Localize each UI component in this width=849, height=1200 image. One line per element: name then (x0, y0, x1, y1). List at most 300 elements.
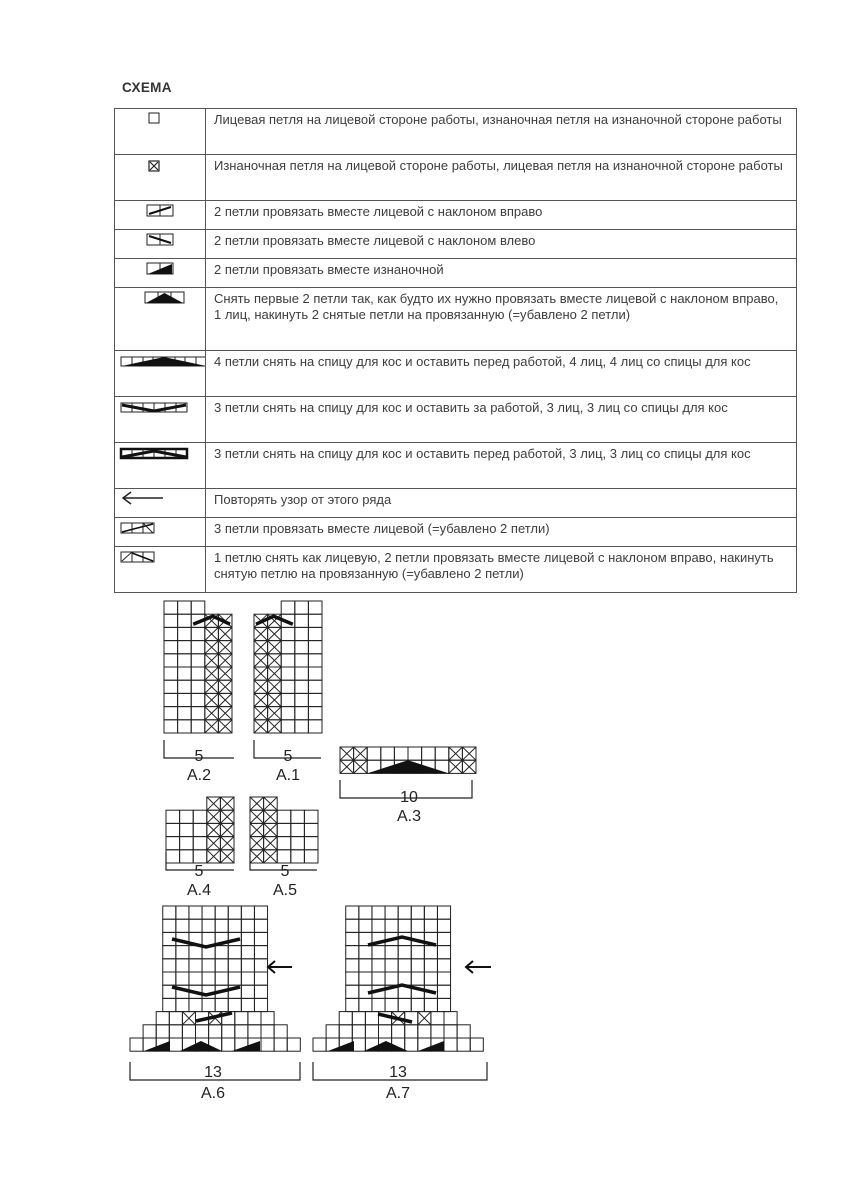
chart-cell (178, 627, 192, 640)
purl-cross (220, 797, 234, 810)
chart-cell (193, 823, 207, 836)
chart-cell (437, 959, 450, 972)
chart-cell (372, 906, 385, 919)
chart-cell (202, 972, 215, 985)
chart-cell (163, 959, 176, 972)
chart-cell (408, 747, 422, 760)
chart-cell (228, 919, 241, 932)
purl-cross (207, 823, 221, 836)
chart-cell (189, 946, 202, 959)
chart-cell (346, 932, 359, 945)
purl-cross (254, 693, 268, 706)
chart-cell (241, 932, 254, 945)
chart-cell (422, 747, 436, 760)
chart-cell (215, 972, 228, 985)
chart-cell (228, 946, 241, 959)
chart-cell (274, 1025, 287, 1038)
chart-cell (295, 614, 309, 627)
chart-cell (191, 654, 205, 667)
purl-cross (268, 720, 282, 733)
chart-cell (346, 959, 359, 972)
purl-cross (220, 850, 234, 863)
chart-cell (444, 1038, 457, 1051)
chart-cell (308, 667, 322, 680)
purl-cross (254, 720, 268, 733)
chart-cell (180, 837, 194, 850)
chart-cell (202, 906, 215, 919)
chart-cell (163, 919, 176, 932)
chart-cell (191, 693, 205, 706)
chart-cell (176, 972, 189, 985)
schema-title: СХЕМА (122, 80, 172, 95)
chart-cell (193, 837, 207, 850)
chart-cell (163, 972, 176, 985)
chart-cell (277, 823, 291, 836)
chart-cell (169, 1038, 182, 1051)
chart-cell (156, 1025, 169, 1038)
legend-text: 3 петли снять на спицу для кос и оставить перед работой, 3 лиц, 3 лиц со спицы для кос (206, 443, 797, 489)
chart-cell (398, 946, 411, 959)
chart-cell (191, 601, 205, 614)
chart-cell (191, 707, 205, 720)
chart-cell (326, 1025, 339, 1038)
purl-cross (268, 693, 282, 706)
purl-cross (268, 654, 282, 667)
chart-cell (281, 680, 295, 693)
arrow-left-icon (466, 961, 491, 973)
chart-cell (352, 1012, 365, 1025)
chart-cell (228, 972, 241, 985)
chart-cell (281, 627, 295, 640)
chart-cell (398, 906, 411, 919)
chart-cell (424, 959, 437, 972)
decrease-triangle (180, 1041, 222, 1051)
chart-cell (281, 601, 295, 614)
chart-cell (215, 959, 228, 972)
purl-cross (205, 667, 219, 680)
chart-cell (166, 810, 180, 823)
legend-text: 3 петли провязать вместе лицевой (=убавлено 2 петли) (206, 518, 797, 547)
chart-cell (359, 972, 372, 985)
purl-cross (250, 797, 264, 810)
chart-cell (254, 972, 267, 985)
chart-cell (191, 680, 205, 693)
purl-cross (354, 760, 368, 773)
legend-text: Лицевая петля на лицевой стороне работы, изнаночная петля на изнаночной стороне работы (206, 109, 797, 155)
chart-cell (308, 720, 322, 733)
chart-cell (437, 972, 450, 985)
purl-cross (264, 837, 278, 850)
chart-cell (385, 972, 398, 985)
purl-cross (207, 810, 221, 823)
purl-cross (268, 627, 282, 640)
purl-cross (218, 707, 232, 720)
chart-cell (291, 850, 305, 863)
chart-cell (193, 810, 207, 823)
chart-cell (405, 1038, 418, 1051)
chart-cell (166, 823, 180, 836)
chart-cell (411, 946, 424, 959)
chart-cell (261, 1012, 274, 1025)
chart-cell (372, 946, 385, 959)
chart-cell (308, 707, 322, 720)
chart-cell (385, 959, 398, 972)
chart-cell (189, 906, 202, 919)
purl-cross (205, 654, 219, 667)
chart-cell (156, 1012, 169, 1025)
chart-cell (295, 667, 309, 680)
chart-cell (405, 1025, 418, 1038)
chart-cell (261, 1025, 274, 1038)
chart-a5-count: 5 (280, 863, 290, 880)
chart-brackets (130, 740, 487, 1080)
chart-cell (295, 680, 309, 693)
chart-cell (411, 919, 424, 932)
chart-cell (352, 1038, 365, 1051)
chart-cell (346, 919, 359, 932)
chart-cell (178, 707, 192, 720)
chart-cell (222, 1038, 235, 1051)
chart-cell (202, 959, 215, 972)
purl-cross (205, 693, 219, 706)
chart-cell (411, 959, 424, 972)
chart-a1-title: A.1 (275, 767, 301, 784)
legend-text: Повторять узор от этого ряда (206, 489, 797, 518)
chart-cell (178, 720, 192, 733)
chart-cell (359, 919, 372, 932)
decrease-triangle (144, 1041, 170, 1051)
chart-cell (418, 1025, 431, 1038)
chart-cell (176, 998, 189, 1011)
chart-cell (346, 985, 359, 998)
chart-cell (191, 667, 205, 680)
purl-cross (254, 654, 268, 667)
chart-cell (254, 932, 267, 945)
purl-cross (462, 760, 476, 773)
chart-cell (178, 601, 192, 614)
chart-cell (304, 823, 318, 836)
chart-cell (372, 919, 385, 932)
chart-grids (130, 601, 483, 1051)
chart-cell (444, 1025, 457, 1038)
purl-cross (264, 850, 278, 863)
chart-cell (359, 998, 372, 1011)
purl-cross (205, 627, 219, 640)
chart-cell (424, 906, 437, 919)
purl-cross (205, 680, 219, 693)
chart-cell (189, 998, 202, 1011)
purl-cross (207, 797, 221, 810)
purl-cross (340, 747, 354, 760)
purl-cross (250, 837, 264, 850)
chart-cell (304, 850, 318, 863)
chart-cell (215, 919, 228, 932)
chart-cell (281, 667, 295, 680)
decrease-triangle (328, 1041, 354, 1051)
chart-cell (281, 654, 295, 667)
chart-cell (457, 1025, 470, 1038)
purl-cross (268, 680, 282, 693)
purl-cross (354, 747, 368, 760)
chart-cell (176, 906, 189, 919)
chart-cell (437, 932, 450, 945)
chart-cell (291, 837, 305, 850)
purl-cross (254, 641, 268, 654)
legend-text: 2 петли провязать вместе лицевой с наклоном вправо (206, 201, 797, 230)
purl-cross (268, 667, 282, 680)
chart-cell (295, 641, 309, 654)
legend-text: 1 петлю снять как лицевую, 2 петли провязать вместе лицевой с наклоном вправо, накинуть снятую петлю на провязанную (=убавлено 2 петли) (206, 547, 797, 593)
chart-cell (365, 1025, 378, 1038)
chart-cell (308, 627, 322, 640)
purl-cross (218, 641, 232, 654)
chart-cell (193, 850, 207, 863)
chart-cell (222, 1025, 235, 1038)
purl-cross (449, 760, 463, 773)
purl-cross (254, 667, 268, 680)
chart-cell (241, 959, 254, 972)
chart-cell (189, 972, 202, 985)
chart-a2-count: 5 (194, 748, 204, 765)
chart-a6-count: 13 (204, 1064, 222, 1081)
chart-cell (209, 1025, 222, 1038)
purl-cross (218, 627, 232, 640)
chart-a7-title: A.7 (385, 1085, 411, 1102)
chart-cell (291, 823, 305, 836)
chart-cell (248, 1012, 261, 1025)
chart-cell (281, 693, 295, 706)
purl-cross (254, 680, 268, 693)
legend-text: 2 петли провязать вместе лицевой с наклоном влево (206, 230, 797, 259)
chart-cell (254, 998, 267, 1011)
purl-cross (218, 680, 232, 693)
decrease-triangle (367, 760, 449, 773)
chart-cell (189, 919, 202, 932)
chart-cell (277, 837, 291, 850)
purl-cross (462, 747, 476, 760)
chart-cell (178, 614, 192, 627)
legend-text: Изнаночная петля на лицевой стороне работы, лицевая петля на изнаночной стороне работы (206, 155, 797, 201)
chart-cell (202, 919, 215, 932)
chart-cell (254, 946, 267, 959)
chart-cell (295, 693, 309, 706)
purl-cross (220, 837, 234, 850)
chart-cell (281, 641, 295, 654)
chart-cell (381, 747, 395, 760)
chart-cell (457, 1038, 470, 1051)
decrease-triangle (364, 1041, 408, 1051)
cable-line (368, 937, 436, 945)
chart-cell (191, 627, 205, 640)
chart-a3-title: A.3 (396, 808, 422, 825)
purl-cross (205, 707, 219, 720)
chart-cell (398, 998, 411, 1011)
chart-cell (180, 850, 194, 863)
chart-cell (308, 641, 322, 654)
chart-cell (163, 906, 176, 919)
purl-cross (449, 747, 463, 760)
chart-cell (191, 641, 205, 654)
chart-cell (164, 680, 178, 693)
chart-cell (367, 747, 381, 760)
chart-cell (143, 1025, 156, 1038)
chart-cell (431, 1012, 444, 1025)
chart-cell (394, 747, 408, 760)
purl-cross (220, 810, 234, 823)
chart-cell (164, 693, 178, 706)
chart-cell (191, 720, 205, 733)
chart-cell (470, 1038, 483, 1051)
chart-cell (424, 919, 437, 932)
purl-cross (340, 760, 354, 773)
chart-cell (228, 906, 241, 919)
purl-cross (268, 707, 282, 720)
chart-cell (431, 1025, 444, 1038)
chart-cell (372, 972, 385, 985)
chart-cell (277, 850, 291, 863)
purl-cross (250, 810, 264, 823)
legend-text: 2 петли провязать вместе изнаночной (206, 259, 797, 288)
chart-cell (365, 1012, 378, 1025)
chart-cell (339, 1012, 352, 1025)
chart-cell (437, 998, 450, 1011)
chart-a6-title: A.6 (200, 1085, 226, 1102)
chart-cell (241, 998, 254, 1011)
purl-cross (218, 720, 232, 733)
chart-cell (215, 998, 228, 1011)
chart-cell (241, 985, 254, 998)
chart-cell (202, 998, 215, 1011)
chart-cell (241, 946, 254, 959)
chart-a2-title: A.2 (186, 767, 212, 784)
chart-cell (241, 972, 254, 985)
chart-cell (164, 720, 178, 733)
chart-cell (281, 707, 295, 720)
chart-cell (411, 998, 424, 1011)
chart-cell (277, 810, 291, 823)
chart-cell (424, 946, 437, 959)
chart-cell (435, 747, 449, 760)
chart-cell (308, 693, 322, 706)
chart-cell (437, 919, 450, 932)
chart-a4-title: A.4 (186, 882, 212, 899)
chart-cell (196, 1025, 209, 1038)
chart-cell (176, 959, 189, 972)
purl-cross (218, 667, 232, 680)
chart-cell (346, 906, 359, 919)
decrease-triangle (232, 1041, 260, 1051)
purl-cross (268, 641, 282, 654)
chart-cell (180, 823, 194, 836)
chart-cell (291, 810, 305, 823)
chart-cell (241, 919, 254, 932)
chart-cell (164, 654, 178, 667)
purl-cross (205, 720, 219, 733)
chart-cell (398, 959, 411, 972)
chart-cell (182, 1025, 195, 1038)
chart-cell (424, 972, 437, 985)
chart-cell (166, 837, 180, 850)
legend-text: Снять первые 2 петли так, как будто их нужно провязать вместе лицевой с наклоном вправо, 1 лиц, накинуть 2 снятые петли на провязанную (=убавлено 2 петли) (206, 288, 797, 351)
chart-cell (163, 998, 176, 1011)
chart-cell (235, 1025, 248, 1038)
purl-cross (220, 823, 234, 836)
purl-cross (207, 850, 221, 863)
chart-cell (295, 707, 309, 720)
purl-cross (207, 837, 221, 850)
chart-cell (313, 1038, 326, 1051)
purl-cross (264, 823, 278, 836)
chart-cell (163, 946, 176, 959)
chart-cell (379, 1025, 392, 1038)
chart-cell (295, 654, 309, 667)
purl-cross (250, 850, 264, 863)
chart-cell (295, 601, 309, 614)
chart-cell (352, 1025, 365, 1038)
chart-cell (308, 614, 322, 627)
chart-cell (281, 720, 295, 733)
chart-cell (308, 680, 322, 693)
cable-line (172, 987, 240, 995)
purl-cross (264, 797, 278, 810)
purl-cross (264, 810, 278, 823)
chart-cell (164, 614, 178, 627)
chart-cell (359, 946, 372, 959)
chart-cell (304, 810, 318, 823)
chart-cell (398, 972, 411, 985)
chart-cell (164, 627, 178, 640)
purl-cross (254, 627, 268, 640)
legend-text: 3 петли снять на спицу для кос и оставить за работой, 3 лиц, 3 лиц со спицы для кос (206, 397, 797, 443)
chart-cell (130, 1038, 143, 1051)
chart-cell (444, 1012, 457, 1025)
chart-cell (178, 641, 192, 654)
chart-cell (424, 998, 437, 1011)
chart-cell (180, 810, 194, 823)
chart-a5-title: A.5 (272, 882, 298, 899)
chart-cell (164, 707, 178, 720)
purl-cross (250, 823, 264, 836)
chart-cell (295, 627, 309, 640)
chart-cell (241, 906, 254, 919)
chart-cell (215, 946, 228, 959)
chart-cell (304, 837, 318, 850)
chart-cell (166, 850, 180, 863)
chart-cell (437, 906, 450, 919)
chart-cell (346, 946, 359, 959)
chart-cell (254, 959, 267, 972)
chart-cell (228, 998, 241, 1011)
chart-cell (235, 1012, 248, 1025)
purl-cross (218, 693, 232, 706)
chart-cell (372, 998, 385, 1011)
chart-cell (308, 654, 322, 667)
chart-cell (169, 1025, 182, 1038)
chart-cell (215, 906, 228, 919)
chart-cell (164, 601, 178, 614)
chart-cell (164, 641, 178, 654)
purl-cross (205, 641, 219, 654)
chart-cell (248, 1025, 261, 1038)
chart-cell (346, 998, 359, 1011)
chart-cell (261, 1038, 274, 1051)
chart-cell (385, 998, 398, 1011)
chart-cell (359, 959, 372, 972)
chart-a3-count: 10 (400, 789, 418, 806)
chart-cell (346, 972, 359, 985)
chart-cell (169, 1012, 182, 1025)
chart-cell (176, 919, 189, 932)
